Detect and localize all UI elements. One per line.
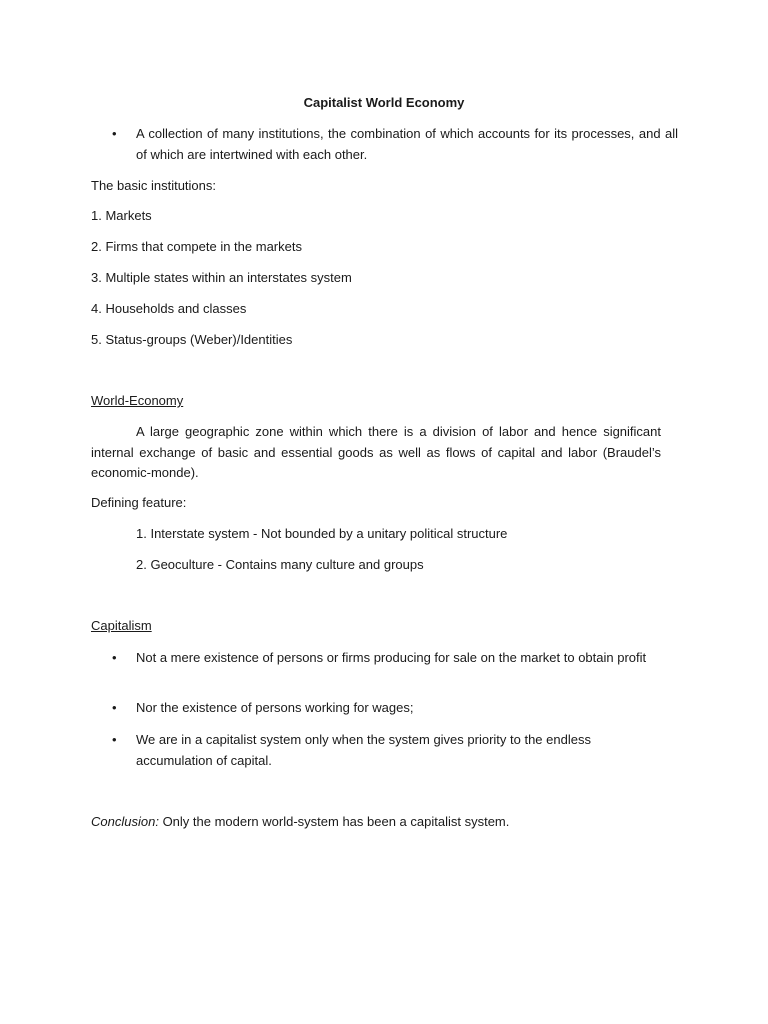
institution-item: 1. Markets — [91, 208, 152, 223]
institution-item: 4. Households and classes — [91, 301, 247, 316]
capitalism-bullet-item — [112, 648, 652, 669]
institution-item: 5. Status-groups (Weber)/Identities — [91, 332, 293, 347]
bullet-icon: • — [112, 700, 117, 715]
conclusion-line — [91, 812, 509, 832]
conclusion-text: Only the modern world-system has been a capitalist system. — [162, 814, 510, 829]
intro-bullet-item — [112, 124, 678, 165]
bullet-icon: • — [112, 732, 117, 747]
bullet-icon: • — [112, 650, 117, 665]
capitalism-bullet-item — [112, 698, 652, 719]
capitalism-bullet-item — [112, 730, 652, 771]
capitalism-heading: Capitalism — [91, 618, 152, 633]
intro-bullet-text: A collection of many institutions, the combination of which accounts for its processes, and all of which are intertwined with each other. — [136, 126, 678, 162]
feature-item: 2. Geoculture - Contains many culture and groups — [136, 557, 424, 572]
institution-item: 3. Multiple states within an interstates system — [91, 270, 352, 285]
world-economy-heading: World-Economy — [91, 393, 184, 408]
document-title: Capitalist World Economy — [303, 95, 465, 110]
capitalism-bullet-text: Nor the existence of persons working for wages; — [136, 700, 414, 715]
conclusion-label: Conclusion: — [91, 814, 159, 829]
capitalism-bullet-text: We are in a capitalist system only when the system gives priority to the endless accumulation of capital. — [136, 732, 591, 768]
institution-item: 2. Firms that compete in the markets — [91, 239, 302, 254]
feature-item: 1. Interstate system - Not bounded by a unitary political structure — [136, 526, 508, 541]
defining-feature-label: Defining feature: — [91, 495, 187, 510]
basic-institutions-label: The basic institutions: — [91, 178, 217, 193]
bullet-icon: • — [112, 126, 117, 141]
capitalism-bullet-text: Not a mere existence of persons or firms producing for sale on the market to obtain profit — [136, 650, 647, 665]
world-economy-paragraph: A large geographic zone within which there is a division of labor and hence significant internal exchange of basic and essential goods as well as flows of capital and labor (Braudel’s economic-monde). — [91, 424, 661, 480]
